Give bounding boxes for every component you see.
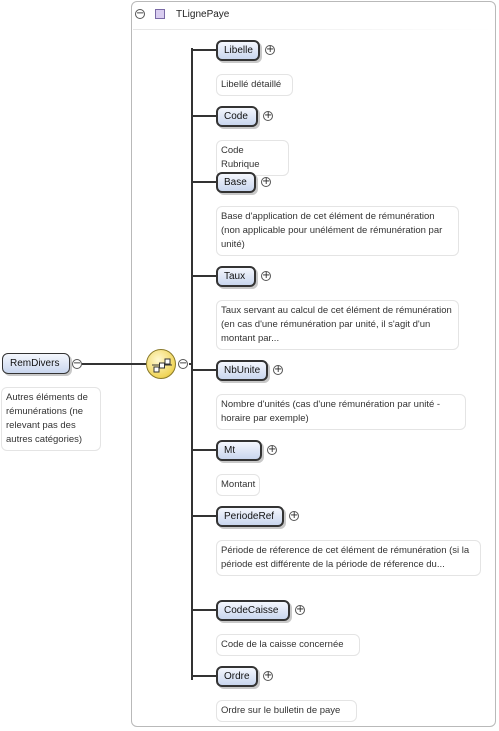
root-element-label: RemDivers [10, 358, 60, 369]
connector-ordre [191, 675, 216, 677]
expand-code-plus-icon[interactable]: + [264, 110, 273, 121]
type-collapse-icon[interactable]: − [136, 8, 145, 19]
description-nbunite: Nombre d'unités (cas d'une rémunération par unité - horaire par exemple) [216, 394, 466, 430]
element-code[interactable] [216, 106, 258, 127]
element-base[interactable] [216, 172, 256, 193]
root-description: Autres éléments de rémunérations (ne relevant pas des autres catégories) [1, 387, 101, 451]
description-base: Base d'application de cet élément de rémunération (non applicable pour unélément de rémunération par unité) [216, 206, 459, 256]
description-perioderef: Période de réference de cet élément de rémunération (si la période est différente de la période de réference du... [216, 540, 481, 576]
element-ordre[interactable] [216, 666, 258, 687]
element-perioderef[interactable] [216, 506, 284, 527]
connector-base [191, 181, 216, 183]
sequence-bus-line [191, 48, 193, 680]
expand-libelle-plus-icon[interactable]: + [266, 44, 275, 55]
element-label: CodeCaisse [224, 605, 279, 616]
description-taux: Taux servant au calcul de cet élément de rémunération (en cas d'une rémunération par unité, il s'agit d'un montant par... [216, 300, 459, 350]
element-label: Base [224, 177, 247, 188]
connector-nbunite [191, 369, 216, 371]
connector-codecaisse [191, 609, 216, 611]
connector-mt [191, 449, 216, 451]
element-label: Taux [224, 271, 246, 282]
expand-codecaisse-plus-icon[interactable]: + [296, 604, 305, 615]
description-mt: Montant [216, 474, 260, 496]
connector-perioderef [191, 515, 216, 517]
element-label: Libelle [224, 45, 253, 56]
expand-taux-plus-icon[interactable]: + [262, 270, 271, 281]
element-label: PeriodeRef [224, 511, 275, 522]
expand-ordre-plus-icon[interactable]: + [264, 670, 273, 681]
expand-mt-plus-icon[interactable]: + [268, 444, 277, 455]
root-element-remdivers[interactable] [2, 353, 70, 374]
sequence-collapse-icon[interactable]: − [179, 358, 188, 369]
description-codecaisse: Code de la caisse concernée [216, 634, 360, 656]
element-label: NbUnite [224, 365, 261, 376]
sequence-compositor-icon [151, 355, 173, 375]
element-libelle[interactable] [216, 40, 260, 61]
element-label: Mt [224, 445, 236, 456]
type-name: TLignePaye [176, 9, 230, 20]
complex-type-icon [155, 9, 165, 19]
element-nbunite[interactable] [216, 360, 268, 381]
connector-taux [191, 275, 216, 277]
element-label: Ordre [224, 671, 250, 682]
root-collapse-icon[interactable]: − [73, 358, 82, 369]
type-header-divider [133, 29, 494, 30]
element-mt[interactable] [216, 440, 262, 461]
expand-base-plus-icon[interactable]: + [262, 176, 271, 187]
root-connector [82, 363, 146, 365]
element-taux[interactable] [216, 266, 256, 287]
expand-perioderef-plus-icon[interactable]: + [290, 510, 299, 521]
connector-libelle [191, 49, 216, 51]
element-label: Code [224, 111, 248, 122]
element-codecaisse[interactable] [216, 600, 290, 621]
description-code: Code Rubrique [216, 140, 289, 176]
expand-nbunite-plus-icon[interactable]: + [274, 364, 283, 375]
description-libelle: Libellé détaillé [216, 74, 293, 96]
connector-code [191, 115, 216, 117]
description-ordre: Ordre sur le bulletin de paye [216, 700, 357, 722]
sequence-compositor[interactable] [146, 349, 176, 379]
